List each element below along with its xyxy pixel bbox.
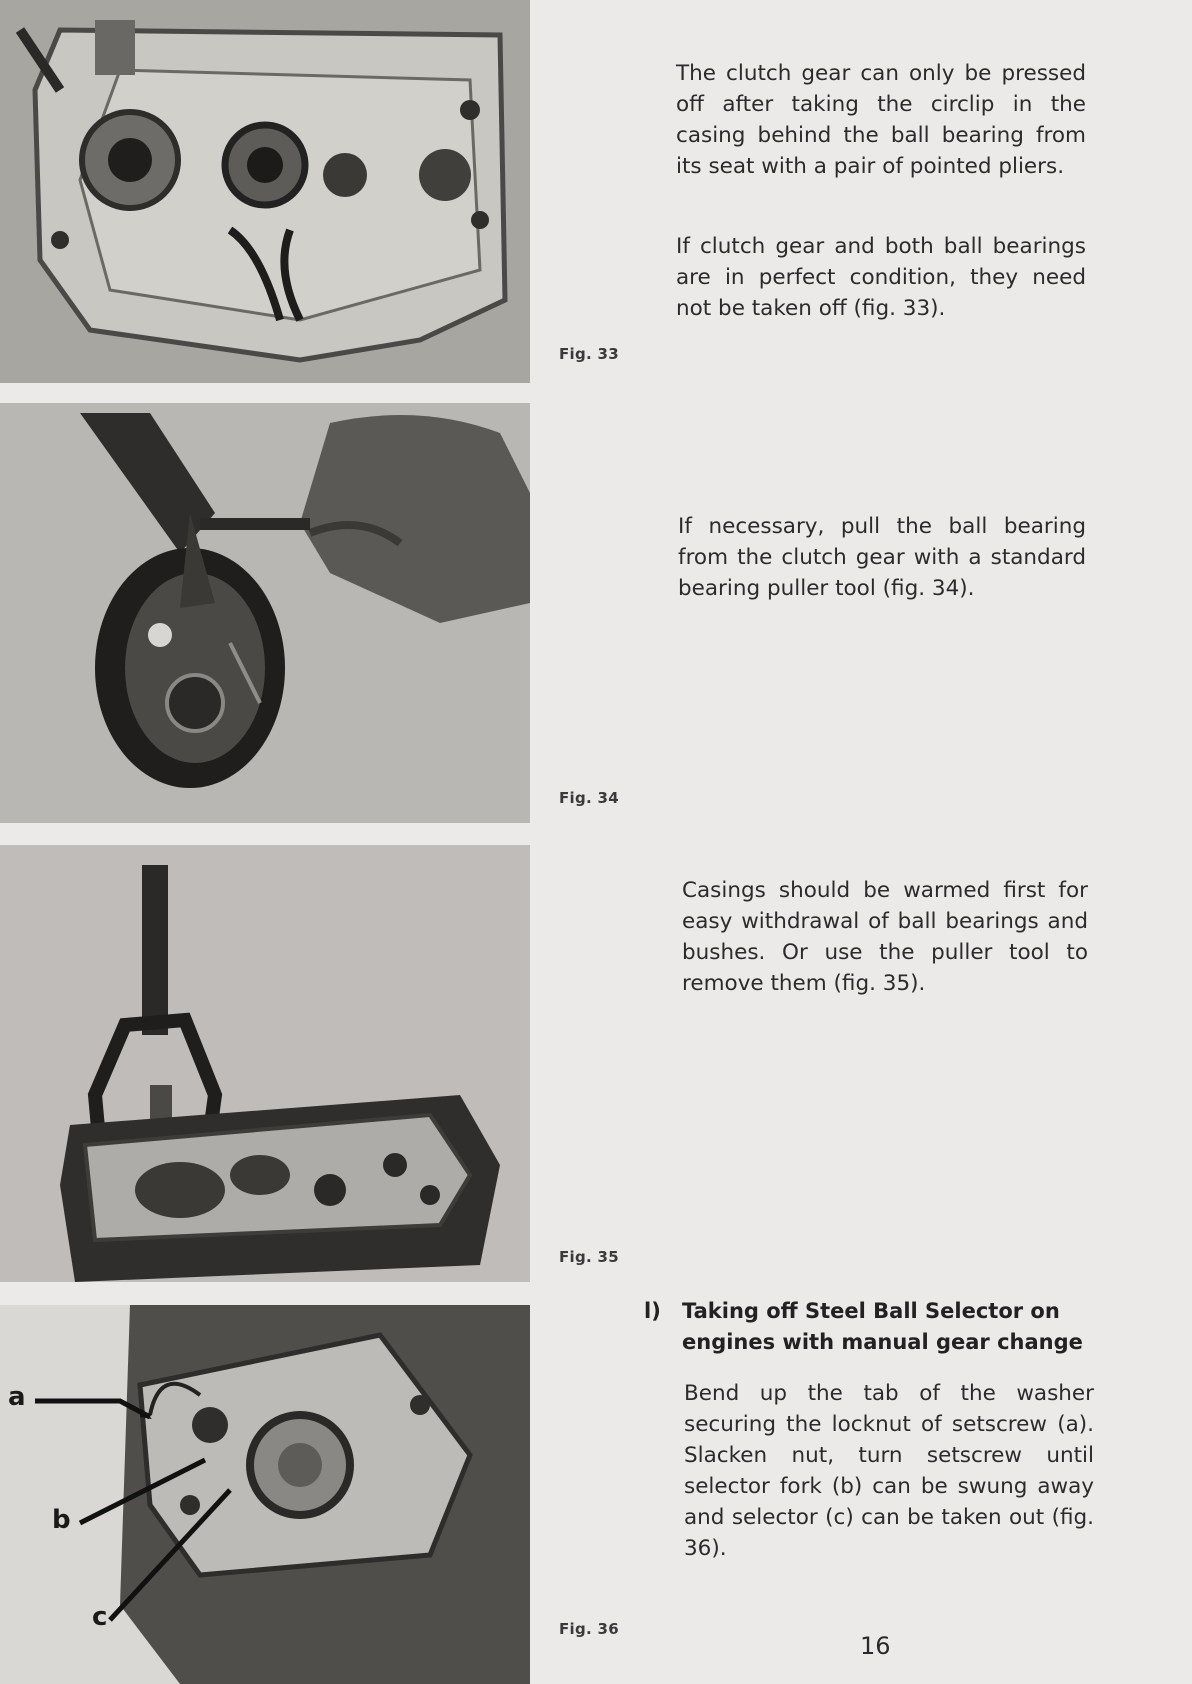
figure-35-label: Fig. 35	[559, 1248, 620, 1266]
paragraph-perfect-condition: If clutch gear and both ball bearings are in perfect condition, they need not be taken off (fig. 33).	[676, 234, 1086, 321]
paragraph-circlip-removal: The clutch gear can only be pressed off after taking the circlip in the casing behind the ball bearing from its seat with a pair of pointed pliers.	[676, 61, 1086, 179]
figure-33-label: Fig. 33	[559, 345, 620, 363]
section-heading	[644, 1296, 1099, 1358]
paragraph-bearing-puller: If necessary, pull the ball bearing from the clutch gear with a standard bearing puller tool (fig. 34).	[678, 514, 1086, 601]
figure-34-label: Fig. 34	[559, 789, 620, 807]
figure-33-photo	[0, 0, 530, 383]
page-number: 16	[860, 1632, 891, 1660]
paragraph-warm-casings: Casings should be warmed first for easy withdrawal of ball bearings and bushes. Or use the puller tool to remove them (fig. 35).	[682, 878, 1088, 996]
figure-34-photo	[0, 403, 530, 823]
callout-b: b	[52, 1505, 71, 1535]
callout-c: c	[92, 1602, 108, 1632]
section-heading-text: Taking off Steel Ball Selector on engines with manual gear change	[682, 1299, 1083, 1354]
section-marker: l)	[644, 1299, 661, 1323]
paragraph-selector-removal: Bend up the tab of the washer securing the locknut of setscrew (a). Slacken nut, turn setscrew until selector fork (b) can be swung away and selector (c) can be taken out (fig. 36).	[684, 1381, 1094, 1561]
figure-35-photo	[0, 845, 530, 1282]
figure-36-label: Fig. 36	[559, 1620, 620, 1638]
figure-36-photo	[0, 1305, 530, 1684]
callout-a: a	[8, 1382, 26, 1412]
